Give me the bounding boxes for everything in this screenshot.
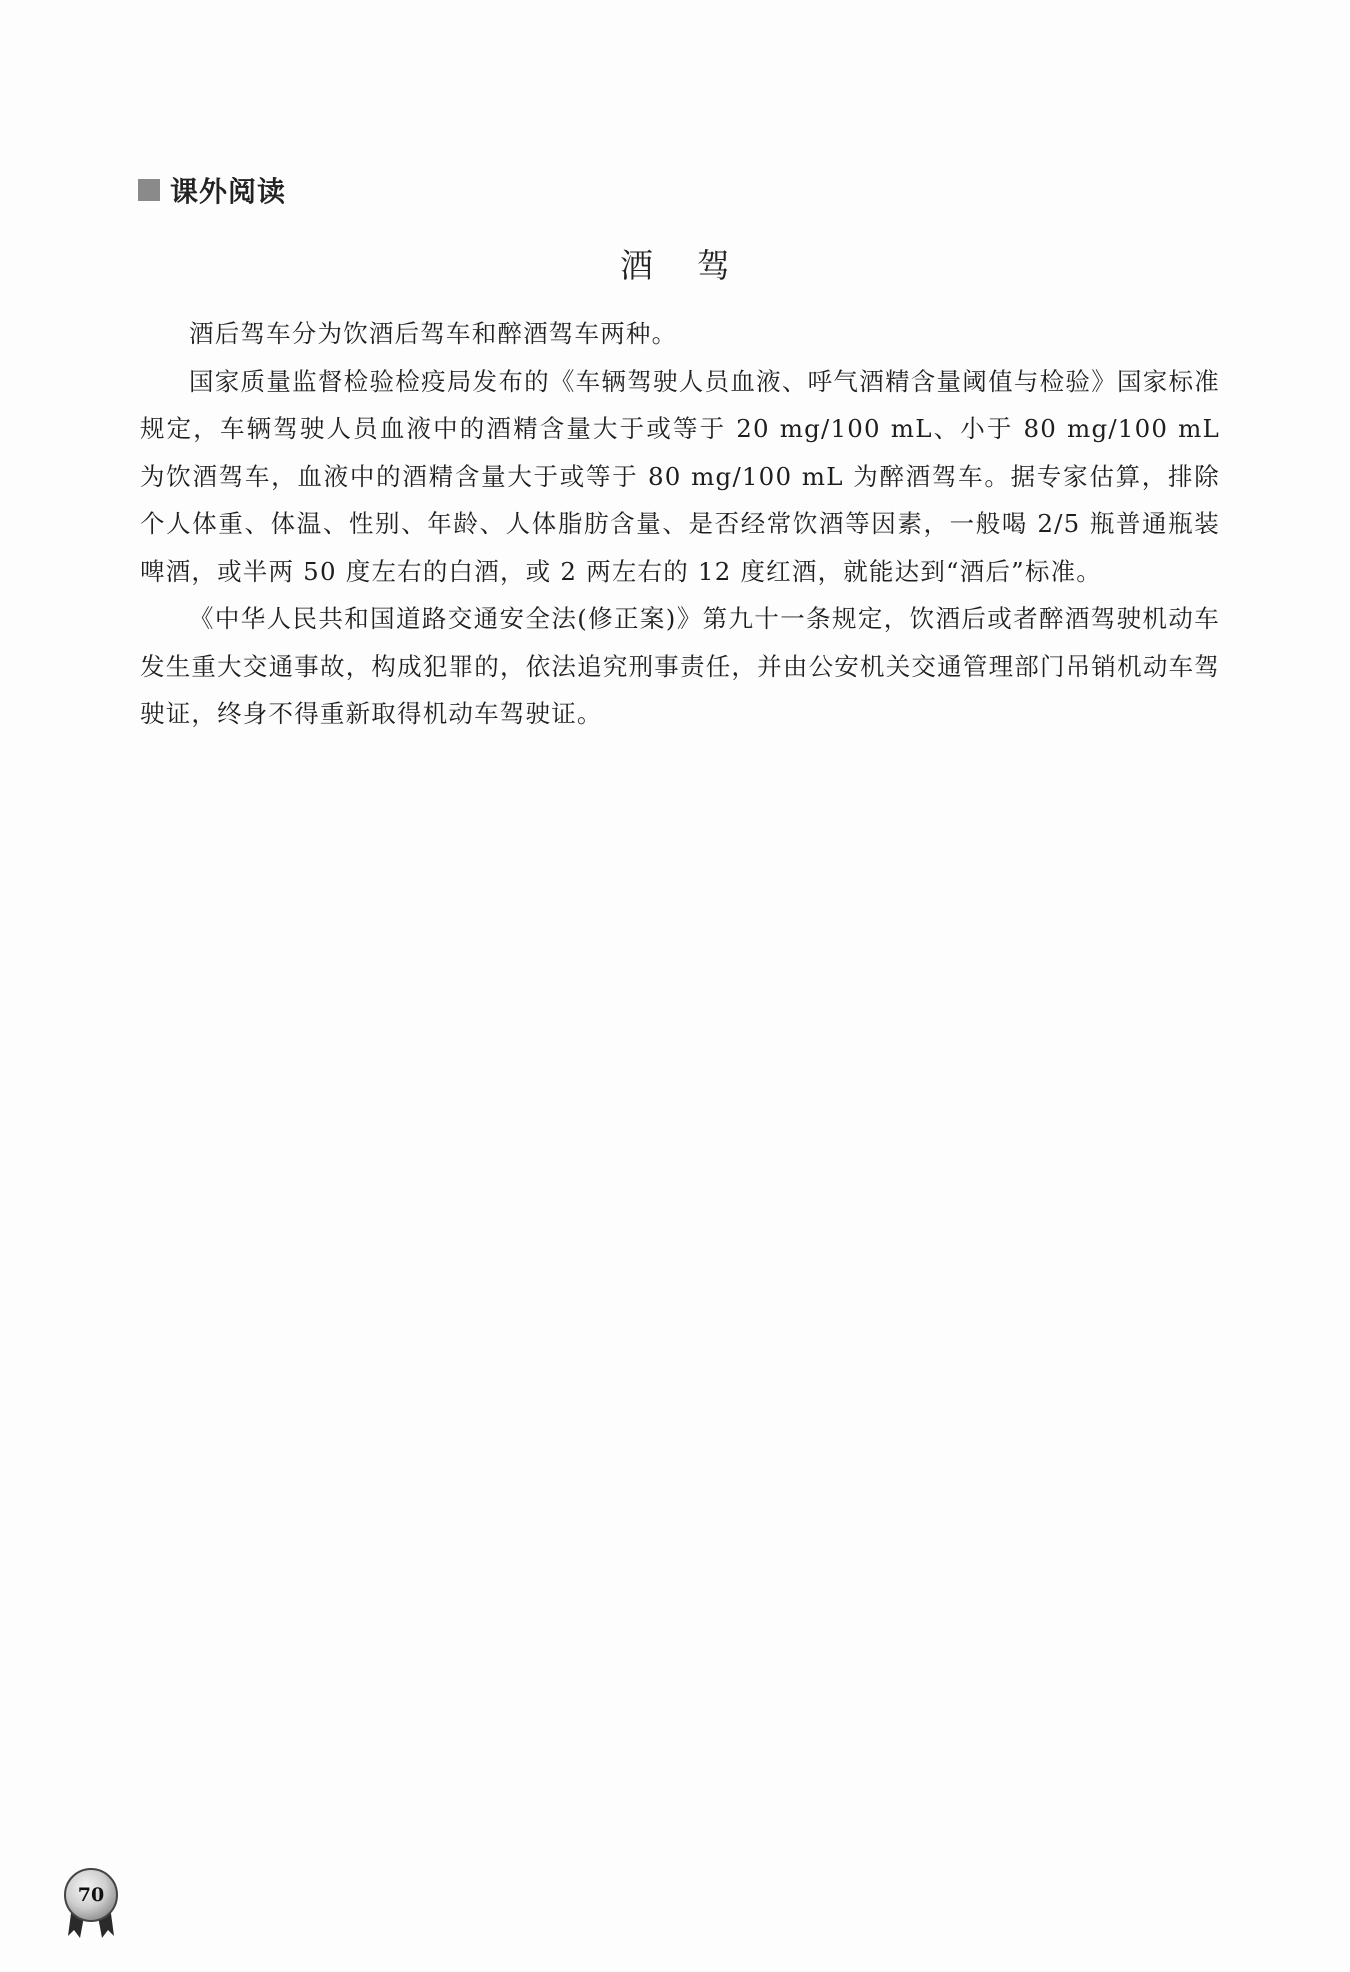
paragraph: 国家质量监督检验检疫局发布的《车辆驾驶人员血液、呼气酒精含量阈值与检验》国家标准规定，车辆驾驶人员血液中的酒精含量大于或等于 20 mg/100 mL、小于 80 mg/100 mL 为饮酒驾车，血液中的酒精含量大于或等于 80 mg/100 mL 为醉酒驾车。据专家估算，排除个人体重、体温、性别、年龄、人体脂肪含量、是否经常饮酒等因素，一般喝 2/5 瓶普通瓶装啤酒，或半两 50 度左右的白酒，或 2 两左右的 12 度红酒，就能达到“酒后”标准。 — [140, 366, 1220, 586]
page-number: 70 — [77, 1884, 105, 1906]
article-body — [140, 310, 1220, 738]
section-header — [138, 172, 286, 208]
paragraph: 酒后驾车分为饮酒后驾车和醉酒驾车两种。 — [189, 319, 678, 348]
page-number-badge — [62, 1868, 120, 1938]
paragraph: 《中华人民共和国道路交通安全法(修正案)》第九十一条规定，饮酒后或者醉酒驾驶机动车发生重大交通事故，构成犯罪的，依法追究刑事责任，并由公安机关交通管理部门吊销机动车驾驶证，终身不得重新取得机动车驾驶证。 — [140, 604, 1220, 728]
medal-icon — [64, 1868, 118, 1922]
section-marker-icon — [138, 179, 160, 201]
article-title: 酒驾 — [620, 246, 774, 285]
section-label: 课外阅读 — [170, 175, 287, 208]
